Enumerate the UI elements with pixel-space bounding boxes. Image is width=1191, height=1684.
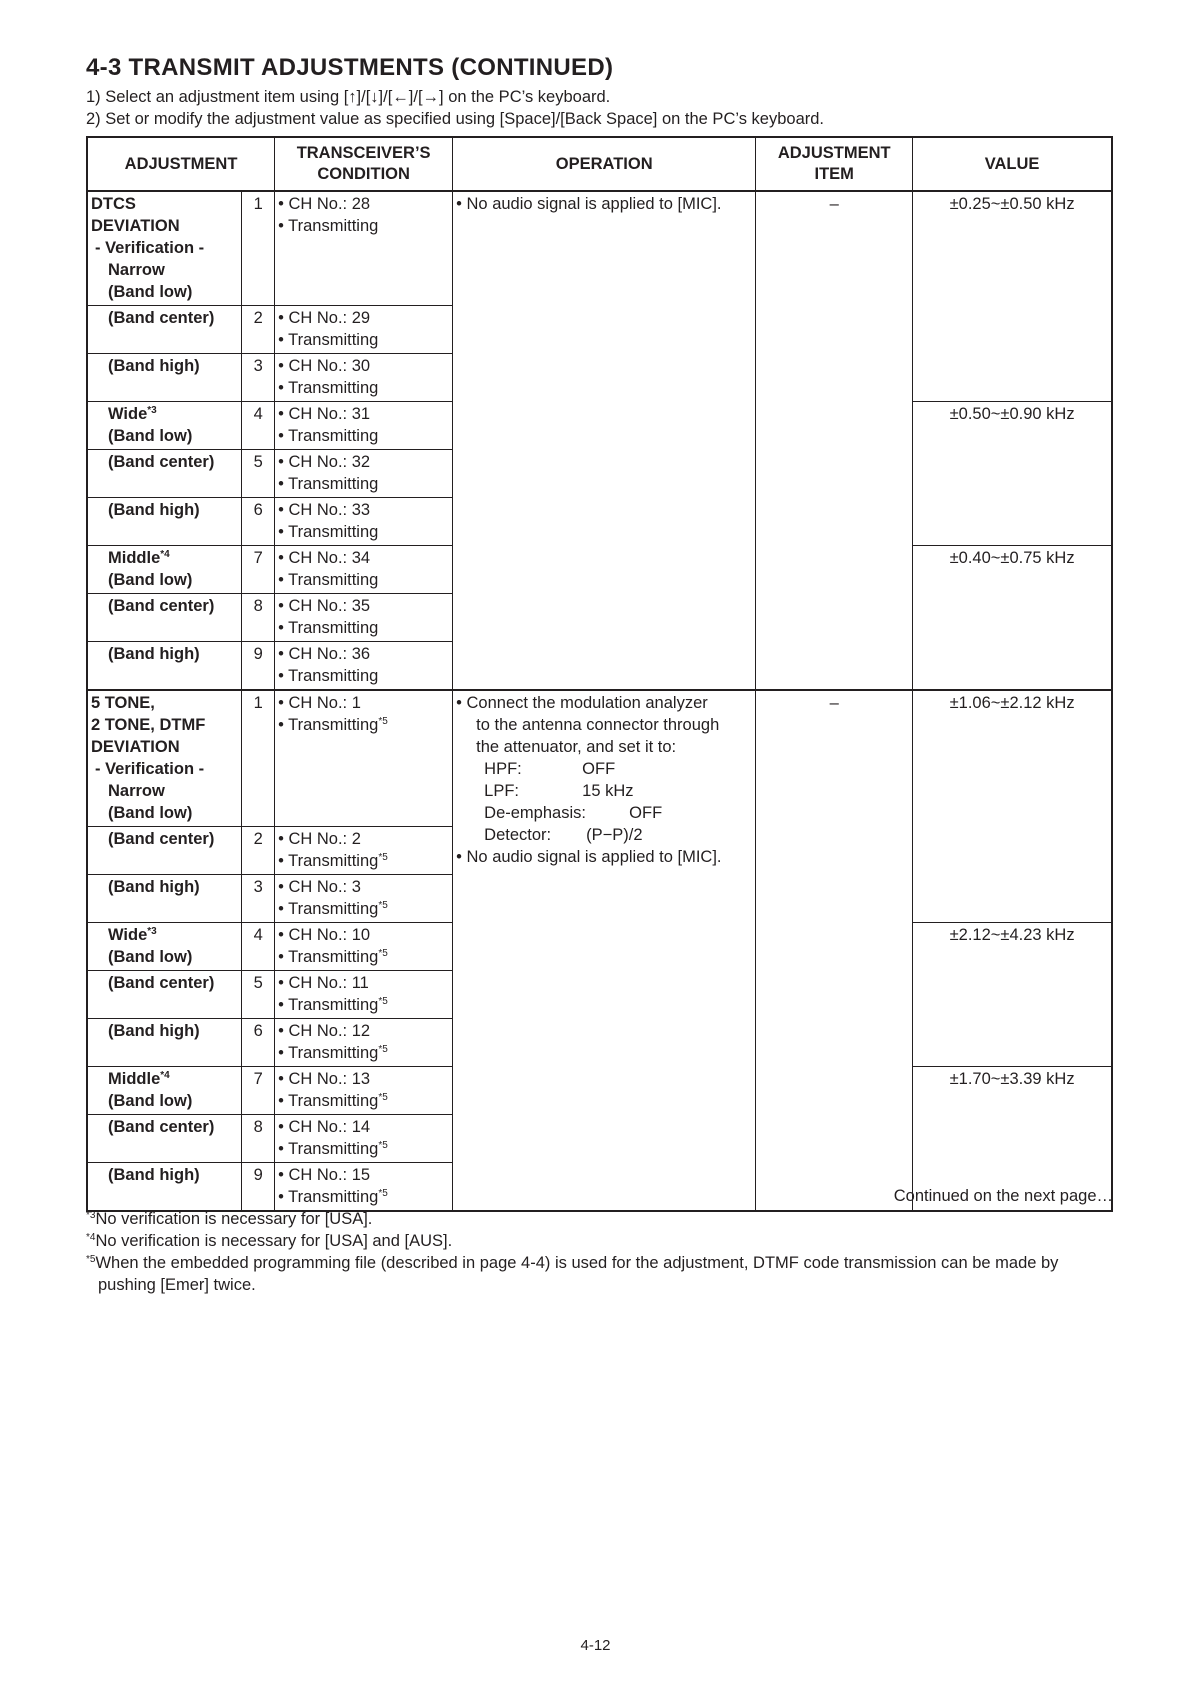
value-range: ±1.70~±3.39 kHz — [913, 1067, 1112, 1212]
channel-number: • CH No.: 28 — [278, 195, 371, 213]
adjustment-label — [87, 450, 242, 498]
value-range: ±0.40~±0.75 kHz — [913, 546, 1112, 691]
adjustment-item: – — [756, 191, 913, 690]
transmit-text: • Transmitting — [278, 716, 379, 734]
transmit-text: • Transmitting — [278, 1044, 379, 1062]
step-number: 6 — [242, 498, 275, 546]
header-item-line2: ITEM — [814, 165, 854, 183]
label-line: DEVIATION — [91, 738, 180, 756]
transmit-state — [278, 521, 449, 543]
transceiver-condition — [275, 1163, 453, 1212]
transmit-text: • Transmitting — [278, 619, 379, 637]
header-condition-line2: CONDITION — [317, 165, 410, 183]
channel-number: • CH No.: 32 — [278, 453, 371, 471]
transmit-footnote-mark: *5 — [378, 1092, 388, 1103]
value-range: ±2.12~±4.23 kHz — [913, 923, 1112, 1067]
transmit-footnote-mark: *5 — [378, 852, 388, 863]
label-line: Narrow — [108, 782, 165, 800]
transmit-state — [278, 1042, 449, 1064]
transmit-text: • Transmitting — [278, 379, 379, 397]
adjustment-label — [87, 191, 242, 306]
channel-number: • CH No.: 34 — [278, 549, 371, 567]
adjustment-label — [87, 642, 242, 691]
label-line: (Band low) — [108, 283, 193, 301]
transmit-text: • Transmitting — [278, 331, 379, 349]
header-condition — [275, 137, 453, 191]
transceiver-condition — [275, 450, 453, 498]
analyzer-setting — [456, 802, 752, 824]
label-line: - Verification - — [95, 239, 205, 257]
transmit-footnote-mark: *5 — [378, 948, 388, 959]
transmit-state — [278, 1090, 449, 1112]
label-line: (Band high) — [108, 357, 200, 375]
header-operation: OPERATION — [453, 137, 756, 191]
channel-number: • CH No.: 29 — [278, 309, 371, 327]
step-number: 2 — [242, 306, 275, 354]
channel-number: • CH No.: 1 — [278, 694, 361, 712]
operation-text: the attenuator, and set it to: — [476, 738, 677, 756]
adjustment-label — [87, 875, 242, 923]
adjustment-label — [87, 498, 242, 546]
header-condition-line1: TRANSCEIVER’S — [296, 144, 431, 162]
step-number: 3 — [242, 875, 275, 923]
operation-cell — [453, 191, 756, 690]
label-line — [91, 924, 238, 946]
setting-name: De-emphasis: — [484, 804, 586, 822]
transceiver-condition — [275, 306, 453, 354]
adjustment-label — [87, 690, 242, 827]
footnote-mark: *5 — [86, 1254, 96, 1265]
page-number: 4-12 — [580, 1637, 611, 1654]
channel-number: • CH No.: 14 — [278, 1118, 371, 1136]
transceiver-condition — [275, 498, 453, 546]
footnote-mark: *4 — [86, 1232, 96, 1243]
transceiver-condition — [275, 1067, 453, 1115]
transmit-footnote-mark: *5 — [378, 716, 388, 727]
transceiver-condition — [275, 971, 453, 1019]
step-number: 8 — [242, 1115, 275, 1163]
step-number: 3 — [242, 354, 275, 402]
adjustment-label — [87, 1115, 242, 1163]
transmit-state — [278, 898, 449, 920]
channel-number: • CH No.: 33 — [278, 501, 371, 519]
transceiver-condition — [275, 642, 453, 691]
step-number: 5 — [242, 450, 275, 498]
label-line: (Band low) — [108, 1092, 193, 1110]
step-number: 1 — [242, 690, 275, 827]
label-line — [91, 403, 238, 425]
transmit-state — [278, 946, 449, 968]
instruction-step-1: 1) Select an adjustment item using [↑]/[↓]/[←]/[→] on the PC’s keyboard. — [86, 88, 611, 106]
header-value: VALUE — [913, 137, 1112, 191]
value-range: ±0.25~±0.50 kHz — [913, 191, 1112, 402]
transmit-text: • Transmitting — [278, 1188, 379, 1206]
label-line: (Band low) — [108, 804, 193, 822]
channel-number: • CH No.: 35 — [278, 597, 371, 615]
footnote-text: No verification is necessary for [USA]. — [95, 1210, 373, 1228]
step-number: 6 — [242, 1019, 275, 1067]
adjustment-label — [87, 594, 242, 642]
transmit-text: • Transmitting — [278, 948, 379, 966]
setting-name: LPF: — [484, 782, 520, 800]
adjustment-label — [87, 402, 242, 450]
setting-value: 15 kHz — [582, 782, 634, 800]
transmit-text: • Transmitting — [278, 852, 379, 870]
transceiver-condition — [275, 402, 453, 450]
step-number: 7 — [242, 546, 275, 594]
adjustment-label — [87, 923, 242, 971]
step-number: 4 — [242, 402, 275, 450]
transceiver-condition — [275, 354, 453, 402]
header-item-line1: ADJUSTMENT — [777, 144, 891, 162]
transmit-text: • Transmitting — [278, 523, 379, 541]
continued-note: Continued on the next page… — [893, 1187, 1113, 1205]
transceiver-condition — [275, 923, 453, 971]
transceiver-condition — [275, 827, 453, 875]
tone-group — [87, 690, 1112, 1211]
footnote-4 — [86, 1230, 452, 1252]
label-line: (Band high) — [108, 1166, 200, 1184]
step-number: 5 — [242, 971, 275, 1019]
transmit-state — [278, 425, 449, 447]
operation-text: • No audio signal is applied to [MIC]. — [456, 195, 722, 213]
analyzer-setting — [456, 780, 752, 802]
label-text: Wide — [108, 405, 148, 423]
label-line: (Band high) — [108, 645, 200, 663]
transmit-footnote-mark: *5 — [378, 996, 388, 1007]
channel-number: • CH No.: 10 — [278, 926, 371, 944]
transmit-text: • Transmitting — [278, 996, 379, 1014]
label-line: 5 TONE, — [91, 694, 155, 712]
label-line: (Band center) — [108, 597, 215, 615]
setting-name: Detector: — [484, 826, 552, 844]
label-line: DEVIATION — [91, 217, 180, 235]
label-line: (Band center) — [108, 453, 215, 471]
transmit-state — [278, 850, 449, 872]
operation-text: • No audio signal is applied to [MIC]. — [456, 848, 722, 866]
transmit-state — [278, 329, 449, 351]
label-line — [91, 547, 238, 569]
transmit-state — [278, 215, 449, 237]
transmit-state — [278, 994, 449, 1016]
value-range: ±0.50~±0.90 kHz — [913, 402, 1112, 546]
setting-value: OFF — [629, 804, 663, 822]
channel-number: • CH No.: 12 — [278, 1022, 371, 1040]
instruction-step-2: 2) Set or modify the adjustment value as specified using [Space]/[Back Space] on the PC’s keyboard. — [86, 110, 825, 128]
label-footnote-mark: *4 — [160, 1070, 170, 1081]
table-row — [87, 690, 1112, 827]
footnote-3 — [86, 1208, 372, 1230]
adjustment-label — [87, 1067, 242, 1115]
step-number: 1 — [242, 191, 275, 306]
label-line — [91, 1068, 238, 1090]
label-line: (Band center) — [108, 309, 215, 327]
transmit-state — [278, 665, 449, 687]
transmit-text: • Transmitting — [278, 900, 379, 918]
section-title: 4-3 TRANSMIT ADJUSTMENTS (CONTINUED) — [86, 54, 614, 81]
label-line: (Band low) — [108, 427, 193, 445]
label-text: Middle — [108, 549, 161, 567]
channel-number: • CH No.: 3 — [278, 878, 361, 896]
transmit-text: • Transmitting — [278, 475, 379, 493]
setting-value: (P−P)/2 — [586, 826, 643, 844]
transmit-footnote-mark: *5 — [378, 900, 388, 911]
table-row — [87, 191, 1112, 306]
table-header-row — [87, 137, 1112, 191]
transmit-state — [278, 473, 449, 495]
transmit-state — [278, 1138, 449, 1160]
dtcs-group — [87, 191, 1112, 690]
label-line: (Band low) — [108, 571, 193, 589]
channel-number: • CH No.: 15 — [278, 1166, 371, 1184]
adjustment-label — [87, 971, 242, 1019]
adjustment-item: – — [756, 690, 913, 1211]
transmit-text: • Transmitting — [278, 1140, 379, 1158]
transmit-state — [278, 714, 449, 736]
step-number: 2 — [242, 827, 275, 875]
transmit-state — [278, 569, 449, 591]
footnote-text: When the embedded programming file (described in page 4-4) is used for the adjustment, DTMF code transmission can be made by pushing [Emer] twice. — [95, 1254, 1059, 1294]
operation-text: • Connect the modulation analyzer — [456, 694, 708, 712]
channel-number: • CH No.: 11 — [278, 974, 369, 992]
step-number: 9 — [242, 642, 275, 691]
header-item — [756, 137, 913, 191]
transmit-text: • Transmitting — [278, 667, 379, 685]
transceiver-condition — [275, 546, 453, 594]
label-line: - Verification - — [95, 760, 205, 778]
channel-number: • CH No.: 30 — [278, 357, 371, 375]
transmit-state — [278, 617, 449, 639]
adjustment-label — [87, 827, 242, 875]
footnote-5 — [86, 1252, 1116, 1296]
transceiver-condition — [275, 594, 453, 642]
transmit-footnote-mark: *5 — [378, 1188, 388, 1199]
step-number: 9 — [242, 1163, 275, 1212]
adjustment-label — [87, 306, 242, 354]
setting-name: HPF: — [484, 760, 522, 778]
transceiver-condition — [275, 1115, 453, 1163]
label-footnote-mark: *3 — [147, 405, 157, 416]
transmit-state — [278, 377, 449, 399]
analyzer-setting — [456, 758, 752, 780]
transmit-text: • Transmitting — [278, 1092, 379, 1110]
setting-value: OFF — [582, 760, 616, 778]
label-text: Middle — [108, 1070, 161, 1088]
step-number: 4 — [242, 923, 275, 971]
adjustment-table — [86, 136, 1113, 1212]
channel-number: • CH No.: 36 — [278, 645, 371, 663]
channel-number: • CH No.: 13 — [278, 1070, 371, 1088]
transmit-text: • Transmitting — [278, 571, 379, 589]
transceiver-condition — [275, 191, 453, 306]
operation-cell — [453, 690, 756, 1211]
step-number: 7 — [242, 1067, 275, 1115]
label-line: (Band center) — [108, 1118, 215, 1136]
label-footnote-mark: *3 — [147, 926, 157, 937]
label-line: DTCS — [91, 195, 136, 213]
transmit-footnote-mark: *5 — [378, 1044, 388, 1055]
transceiver-condition — [275, 1019, 453, 1067]
adjustment-label — [87, 354, 242, 402]
channel-number: • CH No.: 2 — [278, 830, 361, 848]
adjustment-label — [87, 1163, 242, 1212]
transmit-footnote-mark: *5 — [378, 1140, 388, 1151]
footnote-text: No verification is necessary for [USA] and [AUS]. — [95, 1232, 453, 1250]
footnote-mark: *3 — [86, 1210, 96, 1221]
label-line: (Band high) — [108, 501, 200, 519]
transceiver-condition — [275, 690, 453, 827]
label-line: Narrow — [108, 261, 165, 279]
operation-text: to the antenna connector through — [476, 716, 720, 734]
transceiver-condition — [275, 875, 453, 923]
label-text: Wide — [108, 926, 148, 944]
transmit-text: • Transmitting — [278, 427, 379, 445]
label-line: (Band low) — [108, 948, 193, 966]
label-footnote-mark: *4 — [160, 549, 170, 560]
label-line: (Band center) — [108, 974, 215, 992]
transmit-state — [278, 1186, 449, 1208]
adjustment-label — [87, 1019, 242, 1067]
label-line: 2 TONE, DTMF — [91, 716, 206, 734]
label-line: (Band high) — [108, 1022, 200, 1040]
header-adjustment: ADJUSTMENT — [87, 137, 275, 191]
analyzer-setting — [456, 824, 752, 846]
transmit-text: • Transmitting — [278, 217, 379, 235]
value-range: ±1.06~±2.12 kHz — [913, 690, 1112, 923]
channel-number: • CH No.: 31 — [278, 405, 371, 423]
adjustment-label — [87, 546, 242, 594]
step-number: 8 — [242, 594, 275, 642]
label-line: (Band center) — [108, 830, 215, 848]
label-line: (Band high) — [108, 878, 200, 896]
